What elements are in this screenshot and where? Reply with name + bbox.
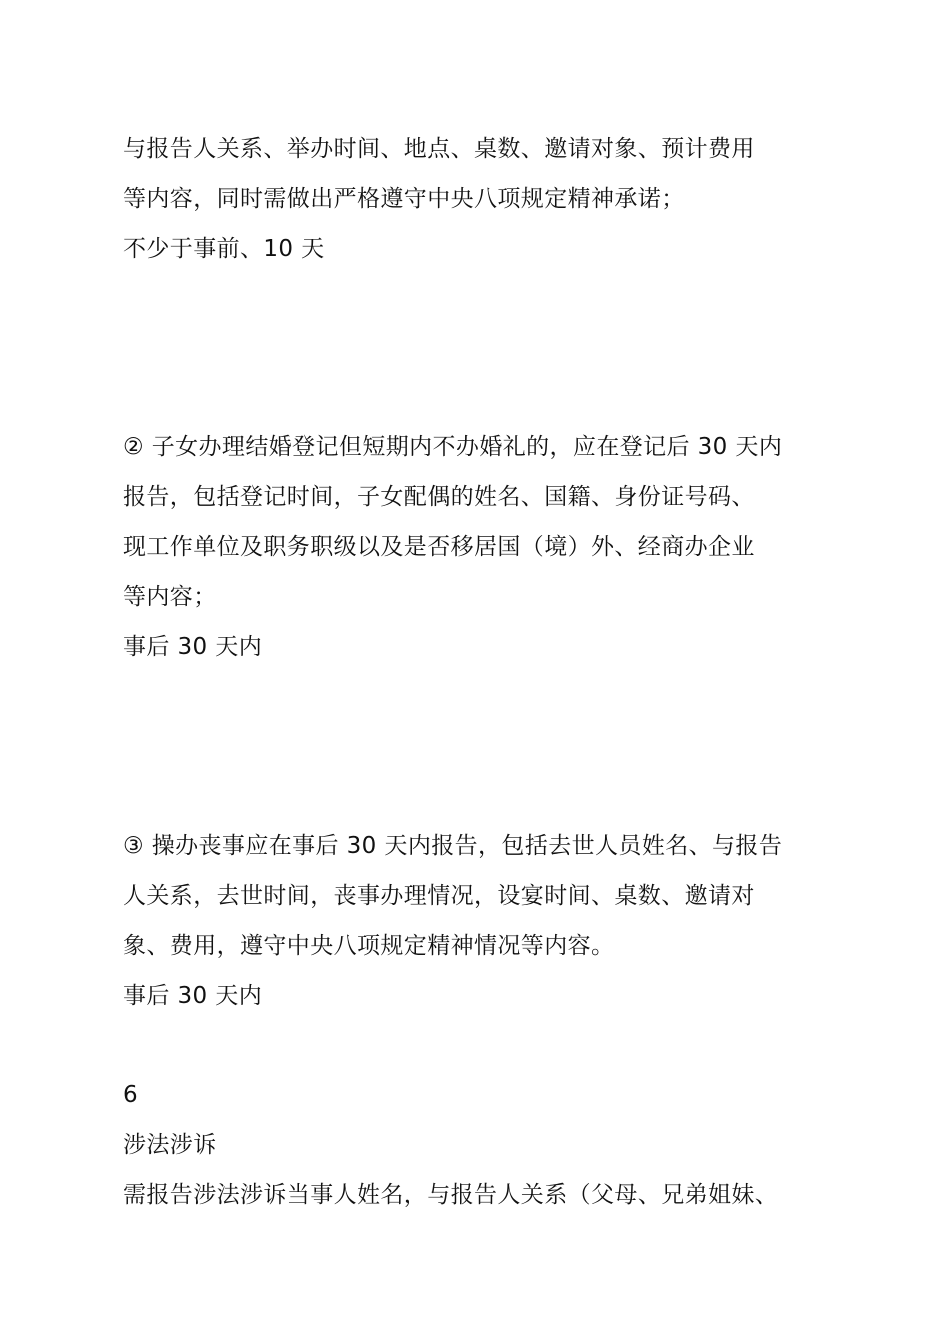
section-6-title: 涉法涉诉 — [123, 1132, 217, 1158]
block1-deadline: 不少于事前、10 天 — [123, 236, 325, 262]
item3-line-1: ③ 操办丧事应在事后 30 天内报告，包括去世人员姓名、与报告 — [123, 833, 783, 859]
section-6-number: 6 — [123, 1082, 139, 1108]
item2-deadline: 事后 30 天内 — [123, 634, 263, 660]
section-6-line-1: 需报告涉法涉诉当事人姓名，与报告人关系（父母、兄弟姐妹、 — [123, 1182, 779, 1208]
block1-line-2: 等内容，同时需做出严格遵守中央八项规定精神承诺； — [123, 186, 685, 212]
item2-line-2: 报告，包括登记时间，子女配偶的姓名、国籍、身份证号码、 — [123, 484, 755, 510]
item2-line-3: 现工作单位及职务职级以及是否移居国（境）外、经商办企业 — [123, 534, 755, 560]
block1-line-1: 与报告人关系、举办时间、地点、桌数、邀请对象、预计费用 — [123, 136, 755, 162]
item2-line-4: 等内容； — [123, 584, 217, 610]
item3-line-3: 象、费用，遵守中央八项规定精神情况等内容。 — [123, 933, 615, 959]
item3-deadline: 事后 30 天内 — [123, 983, 263, 1009]
item3-line-2: 人关系，去世时间，丧事办理情况，设宴时间、桌数、邀请对 — [123, 883, 755, 909]
item2-line-1: ② 子女办理结婚登记但短期内不办婚礼的，应在登记后 30 天内 — [123, 434, 783, 460]
